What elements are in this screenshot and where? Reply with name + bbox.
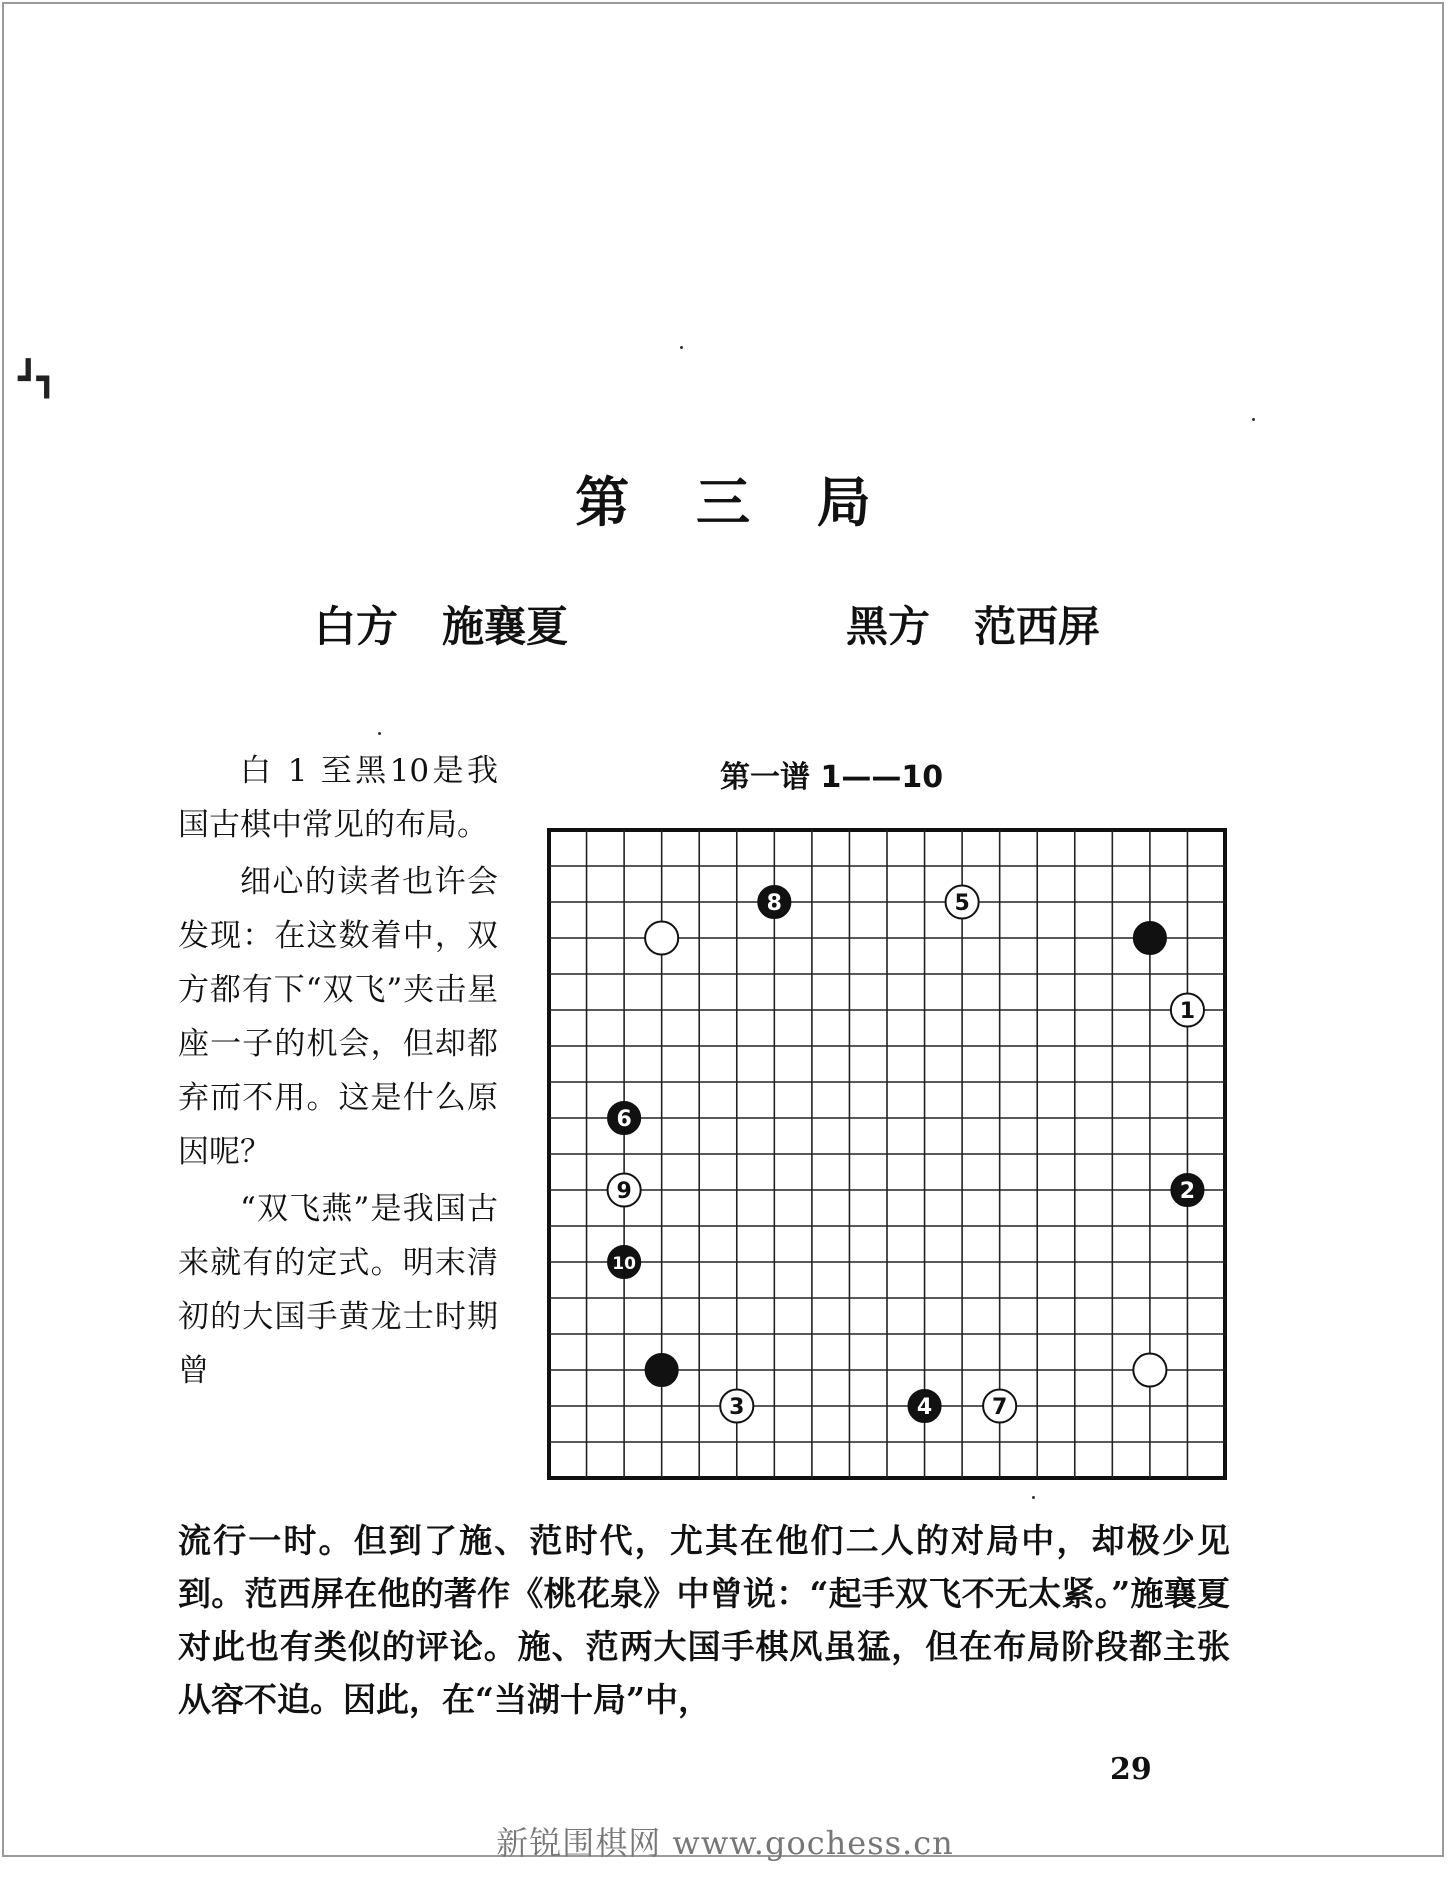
print-speck — [1032, 1496, 1035, 1499]
stone-move-number: 4 — [916, 1395, 933, 1420]
stone-move-number: 2 — [1179, 1179, 1196, 1204]
watermark: 新锐围棋网 www.gochess.cn — [496, 1824, 954, 1862]
side-paragraph-2: 细心的读者也许会发现：在这数着中，双方都有下“双飞”夹击星座一子的机会，但却都弃而不用。这是什么原因呢？ — [178, 864, 498, 1170]
page-number: 29 — [1110, 1752, 1152, 1787]
side-paragraph-1: 白 1 至黑10是我国古棋中常见的布局。 — [178, 753, 498, 843]
white-player — [314, 594, 568, 654]
stone-move-number: 6 — [616, 1107, 632, 1132]
go-board — [545, 824, 1229, 1484]
body-text — [178, 1514, 1230, 1726]
side-paragraph-3: “双飞燕”是我国古来就有的定式。明末清初的大国手黄龙士时期曾 — [178, 1191, 498, 1389]
white-stone — [645, 921, 678, 954]
game-title: 第 三 局 — [575, 471, 875, 534]
black-stone — [645, 1353, 678, 1386]
binding-edge-mark: ┛┓ — [18, 359, 55, 399]
black-player-label: 黑方 — [846, 602, 931, 651]
diagram-caption: 第一谱 1——10 — [720, 760, 944, 795]
print-speck — [680, 346, 683, 349]
black-player-name: 范西屏 — [974, 602, 1101, 651]
stone-move-number: 5 — [954, 891, 970, 916]
stone-move-number: 1 — [1179, 999, 1196, 1024]
print-speck — [378, 732, 381, 735]
white-player-label: 白方 — [314, 602, 399, 651]
white-player-name: 施襄夏 — [442, 602, 569, 651]
black-stone — [1133, 921, 1166, 954]
stone-move-number: 3 — [729, 1395, 745, 1420]
side-commentary — [178, 744, 498, 1401]
stone-move-number: 7 — [992, 1395, 1008, 1420]
go-board-diagram — [545, 824, 1229, 1484]
stone-move-number: 8 — [766, 891, 782, 916]
stone-move-number: 10 — [612, 1254, 636, 1274]
print-speck — [1252, 418, 1255, 421]
white-stone — [1133, 1353, 1166, 1386]
body-paragraph: 流行一时。但到了施、范时代，尤其在他们二人的对局中，却极少见到。范西屏在他的著作《桃花泉》中曾说：“起手双飞不无太紧。”施襄夏对此也有类似的评论。施、范两大国手棋风虽猛，但在布局阶段都主张从容不迫。因此，在“当湖十局”中， — [178, 1521, 1230, 1719]
black-player — [846, 594, 1100, 654]
stone-move-number: 9 — [616, 1179, 632, 1204]
